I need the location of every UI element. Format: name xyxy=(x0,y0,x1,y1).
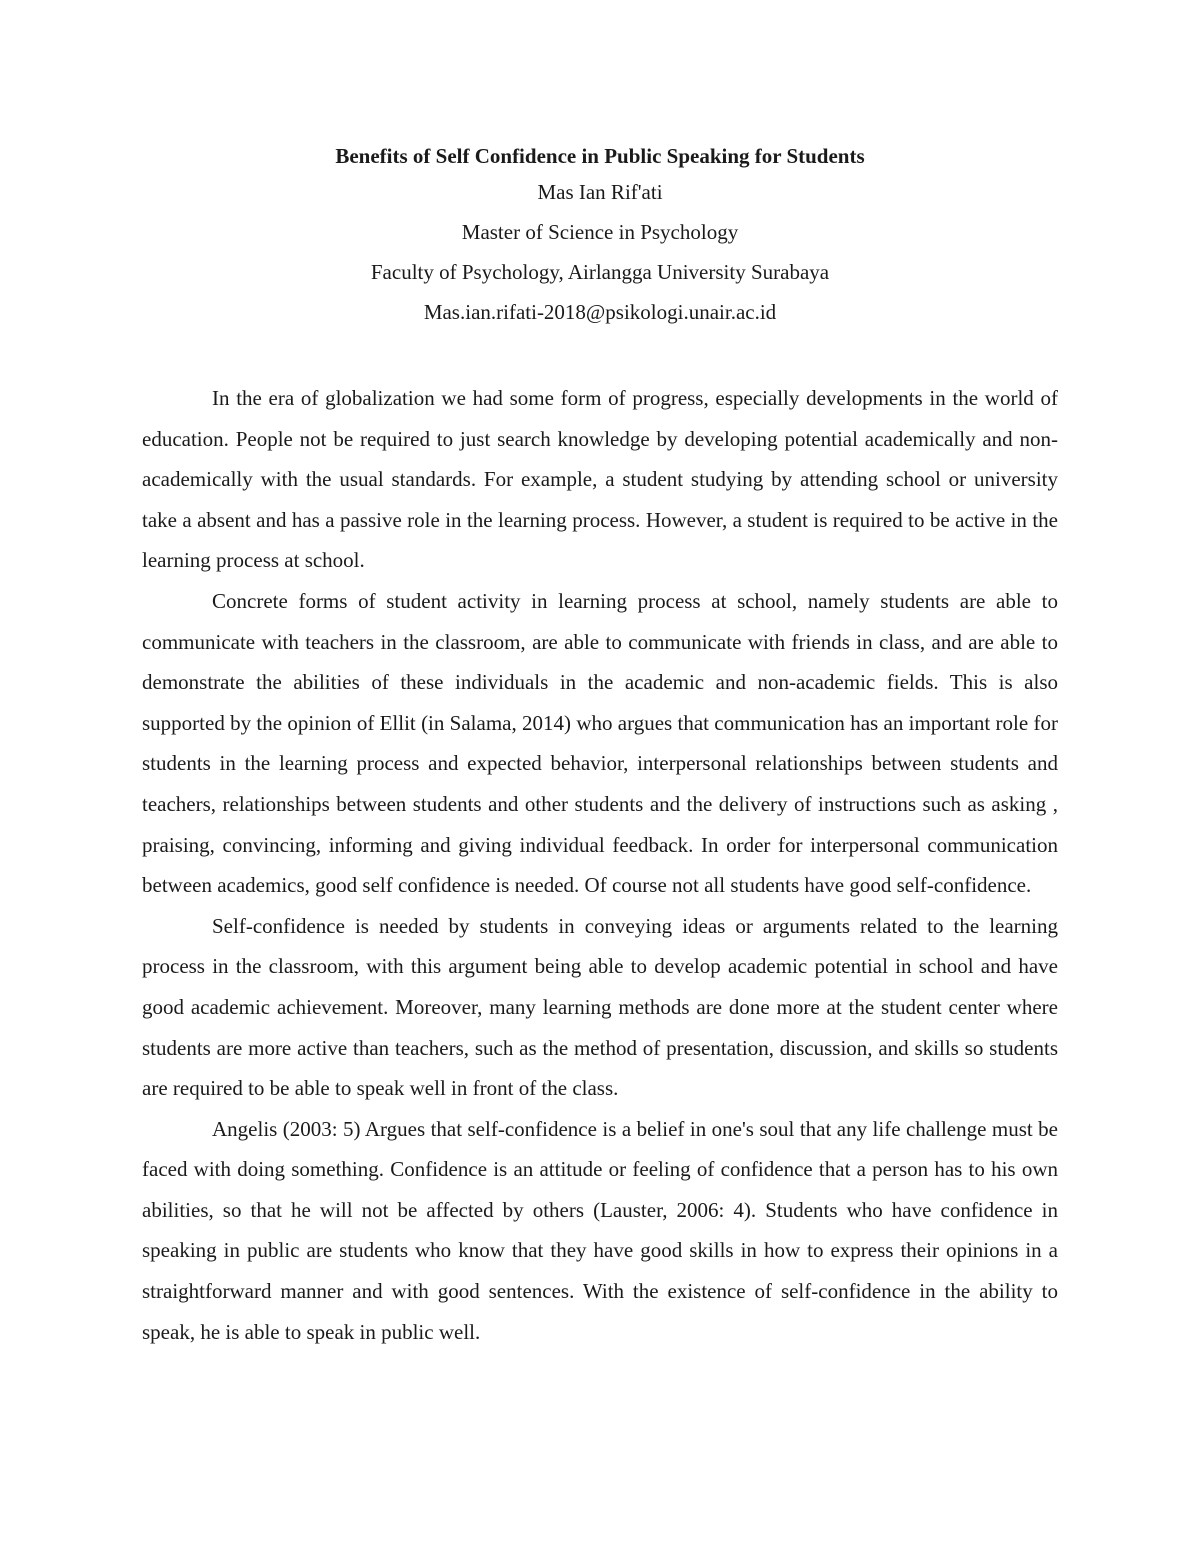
author-affiliation: Faculty of Psychology, Airlangga University Surabaya xyxy=(370,260,830,284)
paper-body xyxy=(142,378,1058,1352)
paper-header xyxy=(0,140,1200,332)
paper-title: Benefits of Self Confidence in Public Speaking for Students xyxy=(335,144,865,168)
author-email: Mas.ian.rifati-2018@psikologi.unair.ac.id xyxy=(423,300,777,324)
body-paragraph-4: Angelis (2003: 5) Argues that self-confidence is a belief in one's soul that any life challenge must be faced with doing something. Confidence is an attitude or feeling of confidence that a person has to his own abilities, so that he will not be affected by others (Lauster, 2006: 4). Students who have confidence in speaking in public are students who know that they have good skills in how to express their opinions in a straightforward manner and with good sentences. With the existence of self-confidence in the ability to speak, he is able to speak in public well. xyxy=(142,1116,1058,1344)
body-paragraph-3: Self-confidence is needed by students in conveying ideas or arguments related to the learning process in the classroom, with this argument being able to develop academic potential in school and have good academic achievement. Moreover, many learning methods are done more at the student center where students are more active than teachers, such as the method of presentation, discussion, and skills so students are required to be able to speak well in front of the class. xyxy=(142,913,1058,1101)
body-paragraph-2: Concrete forms of student activity in learning process at school, namely students are able to communicate with teachers in the classroom, are able to communicate with friends in class, and are able to demonstrate the abilities of these individuals in the academic and non-academic fields. This is also supported by the opinion of Ellit (in Salama, 2014) who argues that communication has an important role for students in the learning process and expected behavior, interpersonal relationships between students and teachers, relationships between students and other students and the delivery of instructions such as asking , praising, convincing, informing and giving individual feedback. In order for interpersonal communication between academics, good self confidence is needed. Of course not all students have good self-confidence. xyxy=(142,588,1058,898)
body-paragraph-1: In the era of globalization we had some form of progress, especially developments in the world of education. People not be required to just search knowledge by developing potential academically and non-academically with the usual standards. For example, a student studying by attending school or university take a absent and has a passive role in the learning process. However, a student is required to be active in the learning process at school. xyxy=(142,386,1058,573)
author-name: Mas Ian Rif'ati xyxy=(537,180,663,204)
author-degree: Master of Science in Psychology xyxy=(461,220,739,244)
